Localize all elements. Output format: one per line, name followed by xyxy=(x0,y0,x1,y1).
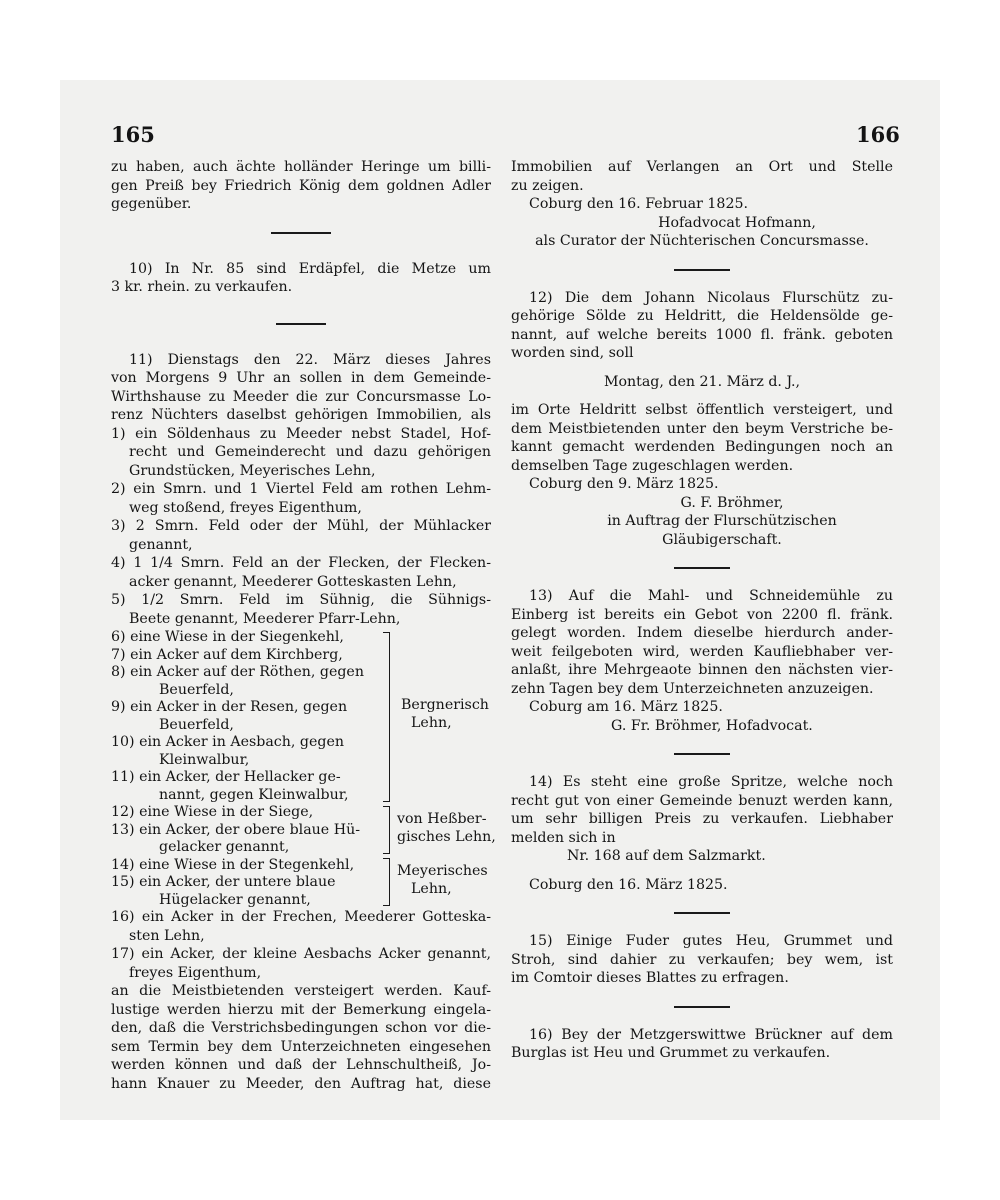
group-label-meyerisch: Meyerisches xyxy=(397,863,488,879)
list-item: nannt, gegen Kleinwalbur, xyxy=(159,786,349,803)
item-11 xyxy=(111,351,496,1094)
page-number-right: 166 xyxy=(856,122,900,147)
list-item: Grundstücken, Meyerisches Lehn, xyxy=(129,462,376,479)
item-15 xyxy=(511,932,893,988)
list-item: weg stoßend, freyes Eigenthum, xyxy=(129,499,362,516)
text-line: gegenüber. xyxy=(111,196,192,212)
list-item: genannt, xyxy=(129,536,193,553)
list-item: 13) ein Acker, der obere blaue Hü- xyxy=(111,821,361,838)
auction-date: Montag, den 21. März d. J., xyxy=(603,373,801,390)
text-line: gehörige Sölde zu Heldritt, die Heldensölde ge- xyxy=(511,308,893,324)
item-12 xyxy=(511,289,893,550)
list-item: 15) ein Acker, der untere blaue xyxy=(111,874,336,890)
text-line: Einberg ist bereits ein Gebot von 2200 fl. fränk. xyxy=(511,606,893,623)
list-item: 3) 2 Smrn. Feld oder der Mühl, der Mühlacker xyxy=(111,518,491,534)
list-item: freyes Eigenthum, xyxy=(129,964,262,981)
list-item: Beete genannt, Meederer Pfarr-Lehn, xyxy=(129,610,401,627)
signature: Hofadvocat Hofmann, xyxy=(658,214,816,231)
text-line: gelegt worden. Indem dieselbe hierdurch ander- xyxy=(511,625,893,641)
list-item: Beuerfeld, xyxy=(159,681,234,698)
group-label-bergnerisch: Lehn, xyxy=(411,715,452,731)
list-item: 11) ein Acker, der Hellacker ge- xyxy=(111,769,341,785)
text-line: im Orte Heldritt selbst öffentlich versteigert, und xyxy=(511,402,893,418)
item-16 xyxy=(511,1026,893,1063)
list-item: 1) ein Söldenhaus zu Meeder nebst Stadel, Hof- xyxy=(111,425,491,442)
group-label-hessberg: von Heßber- xyxy=(397,811,487,827)
list-item: Beuerfeld, xyxy=(159,716,234,733)
dateline: Coburg den 9. März 1825. xyxy=(529,476,719,492)
item-10 xyxy=(111,260,491,297)
signature: in Auftrag der Flurschützischen xyxy=(607,513,837,529)
dateline: Coburg den 16. Februar 1825. xyxy=(529,196,749,212)
list-item: 6) eine Wiese in der Siegenkehl, xyxy=(111,629,344,645)
list-item: 7) ein Acker auf dem Kirchberg, xyxy=(111,646,343,663)
list-item: 2) ein Smrn. und 1 Viertel Feld am rothen Lehm- xyxy=(111,481,491,497)
text-line: Burglas ist Heu und Grummet zu verkaufen. xyxy=(511,1045,831,1061)
list-item: 14) eine Wiese in der Stegenkehl, xyxy=(111,856,355,873)
group-label-meyerisch: Lehn, xyxy=(411,881,452,897)
text-line: 10) In Nr. 85 sind Erdäpfel, die Metze um xyxy=(129,260,491,277)
text-line: 13) Auf die Mahl- und Schneidemühle zu xyxy=(529,588,893,604)
list-item: gelacker genannt, xyxy=(159,839,290,855)
page-number-left: 165 xyxy=(111,122,155,147)
text-line: weit feilgeboten wird, werden Kaufliebhaber ver- xyxy=(511,643,893,660)
text-line: sem Termin bey dem Unterzeichneten eingesehen xyxy=(111,1038,491,1055)
text-line: 16) Bey der Metzgerswittwe Brückner auf dem xyxy=(529,1026,893,1043)
text-line: hann Knauer zu Meeder, den Auftrag hat, diese xyxy=(111,1075,491,1092)
text-line: gen Preiß bey Friedrich König dem goldnen Adler xyxy=(111,177,491,194)
right-column xyxy=(511,158,893,1063)
list-item: 17) ein Acker, der kleine Aesbachs Acker genannt, xyxy=(111,946,491,962)
text-line: an die Meistbietenden versteigert werden. Kauf- xyxy=(111,983,491,999)
text-line: nannt, auf welche bereits 1000 fl. fränk. geboten xyxy=(511,326,893,343)
list-item: recht und Gemeinderecht und dazu gehörigen xyxy=(129,444,491,460)
list-item: 5) 1/2 Smrn. Feld im Sühnig, die Sühnigs- xyxy=(111,592,491,608)
text-line: Wirthshause zu Meeder die zur Concursmasse Lo- xyxy=(111,388,491,405)
text-line: 14) Es steht eine große Spritze, welche noch xyxy=(529,774,893,790)
signature: Gläubigerschaft. xyxy=(662,531,782,548)
signature: G. F. Bröhmer, xyxy=(680,494,784,511)
text-line: dem Meistbietenden unter den beym Verstriche be- xyxy=(511,420,893,437)
dateline: Coburg den 16. März 1825. xyxy=(529,876,728,893)
list-item: 4) 1 1/4 Smrn. Feld an der Flecken, der Flecken- xyxy=(111,555,491,571)
text-line: 12) Die dem Johann Nicolaus Flurschütz zu- xyxy=(529,289,893,306)
grouped-list xyxy=(111,628,496,908)
text-line: von Morgens 9 Uhr an sollen in dem Gemeinde- xyxy=(111,370,491,386)
brace-meyerisch xyxy=(383,858,390,906)
group-label-hessberg: gisches Lehn, xyxy=(397,829,496,845)
list-item: acker genannt, Meederer Gotteskasten Lehn, xyxy=(129,573,457,590)
text-line: zu haben, auch ächte holländer Heringe um billi- xyxy=(111,159,491,175)
item-14 xyxy=(511,773,893,894)
signature: G. Fr. Bröhmer, Hofadvocat. xyxy=(611,717,813,734)
text-line: worden sind, soll xyxy=(511,345,634,361)
item-13 xyxy=(511,587,893,735)
text-line: zu zeigen. xyxy=(511,177,584,194)
text-line: werden können und daß der Lehnschultheiß, Jo- xyxy=(111,1057,491,1073)
text-line: um sehr billigen Preis zu verkaufen. Liebhaber xyxy=(511,811,893,827)
text-line: demselben Tage zugeschlagen werden. xyxy=(511,457,794,474)
text-line: 15) Einige Fuder gutes Heu, Grummet und xyxy=(529,933,893,949)
text-line: Immobilien auf Verlangen an Ort und Stelle xyxy=(511,159,893,175)
list-item: Hügelacker genannt, xyxy=(159,891,311,908)
signature: als Curator der Nüchterischen Concursmasse. xyxy=(535,233,869,249)
text-line: 11) Dienstags den 22. März dieses Jahres xyxy=(129,351,491,368)
text-line: kannt gemacht werdenden Bedingungen noch an xyxy=(511,439,893,455)
text-line: recht gut von einer Gemeinde benuzt werden kann, xyxy=(511,792,893,809)
list-item: 16) ein Acker in der Frechen, Meederer Gotteska- xyxy=(111,909,491,925)
text-line: im Comtoir dieses Blattes zu erfragen. xyxy=(511,970,789,986)
brace-bergnerisch xyxy=(383,632,390,802)
text-line: melden sich in xyxy=(511,829,616,846)
continuation-paragraph xyxy=(511,158,893,251)
intro-paragraph xyxy=(111,158,491,214)
text-line: zehn Tagen bey dem Unterzeichneten anzuzeigen. xyxy=(511,680,874,697)
list-item: sten Lehn, xyxy=(129,927,205,944)
list-item: 9) ein Acker in der Resen, gegen xyxy=(111,699,348,715)
text-line: anlaßt, ihre Mehrgeaote binnen den nächsten vier- xyxy=(511,662,893,678)
list-item: 8) ein Acker auf der Röthen, gegen xyxy=(111,664,364,680)
group-label-bergnerisch: Bergnerisch xyxy=(401,697,489,713)
list-item: 10) ein Acker in Aesbach, gegen xyxy=(111,734,344,750)
text-line: den, daß die Verstrichsbedingungen schon vor die- xyxy=(111,1020,491,1036)
left-column xyxy=(111,158,496,1093)
address: Nr. 168 auf dem Salzmarkt. xyxy=(567,848,766,864)
text-line: lustige werden hierzu mit der Bemerkung eingela- xyxy=(111,1001,491,1018)
list-item: Kleinwalbur, xyxy=(159,751,250,768)
text-line: 3 kr. rhein. zu verkaufen. xyxy=(111,279,293,295)
text-line: Stroh, sind dahier zu verkaufen; bey wem, ist xyxy=(511,951,893,968)
list-item: 12) eine Wiese in der Siege, xyxy=(111,804,314,820)
text-line: renz Nüchters daselbst gehörigen Immobilien, als xyxy=(111,407,491,423)
dateline: Coburg am 16. März 1825. xyxy=(529,699,723,715)
brace-hessberg xyxy=(383,806,390,854)
